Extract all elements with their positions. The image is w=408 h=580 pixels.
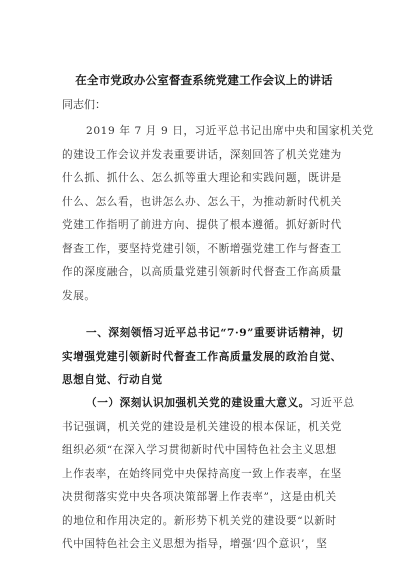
paragraph-line: 上作表率，在始终同党中央保持高度一致上作表率，在坚 (62, 467, 342, 480)
paragraph-line: 组织必须“在深入学习贯彻新时代中国特色社会主义思想 (62, 444, 337, 456)
paragraph-line: 书记强调，机关党的建设是机关建设的根本保证，机关党 (62, 420, 342, 433)
paragraph-line: 督查工作，要坚持党建引领，不断增强党建工作与督查工 (62, 242, 342, 255)
section-heading-1 (62, 322, 358, 393)
heading-line: 实增强党建引领新时代督查工作高质量发展的政治自觉、 (62, 350, 342, 363)
heading-line: 一、深刻领悟习近平总书记“7·9”重要讲话精神，切 (86, 327, 344, 339)
paragraph-subsection-1 (62, 392, 358, 557)
subsection-heading: （一）深刻认识加强机关党的建设重大意义。 (86, 397, 310, 409)
document-title: 在全市党政办公室督查系统党建工作会议上的讲话 (75, 73, 333, 87)
paragraph-line: 什么、怎么看，也讲怎么办、怎么干，为推动新时代机关 (62, 195, 342, 208)
paragraph-line: 发展。 (62, 289, 96, 302)
paragraph-line: 的建设工作会议并发表重要讲话，深刻回答了机关党建为 (62, 148, 342, 161)
paragraph-line: 什么抓、抓什么、怎么抓等重大理论和实践问题，既讲是 (62, 172, 342, 184)
paragraph-line (62, 392, 358, 416)
greeting: 同志们： (62, 98, 106, 111)
heading-line: 思想自觉、行动自觉 (62, 374, 163, 386)
paragraph-line: 代中国特色社会主义思想为指导，增强‘四个意识’，坚 (62, 538, 328, 550)
paragraph-line: 决贯彻落实党中央各项决策部署上作表率”，这是由机关 (62, 491, 337, 503)
paragraph-line: 作的深度融合，以高质量党建引领新时代督查工作高质量 (62, 266, 342, 278)
paragraph-text: 习近平总 (309, 397, 355, 409)
paragraph-line: 党建工作指明了前进方向、提供了根本遵循。抓好新时代 (62, 219, 342, 231)
paragraph-line: 2019 年 7 月 9 日，习近平总书记出席中央和国家机关党 (86, 125, 374, 137)
paragraph-intro (62, 120, 374, 308)
paragraph-line: 的地位和作用决定的。新形势下机关党的建设要“以新时 (62, 514, 337, 527)
